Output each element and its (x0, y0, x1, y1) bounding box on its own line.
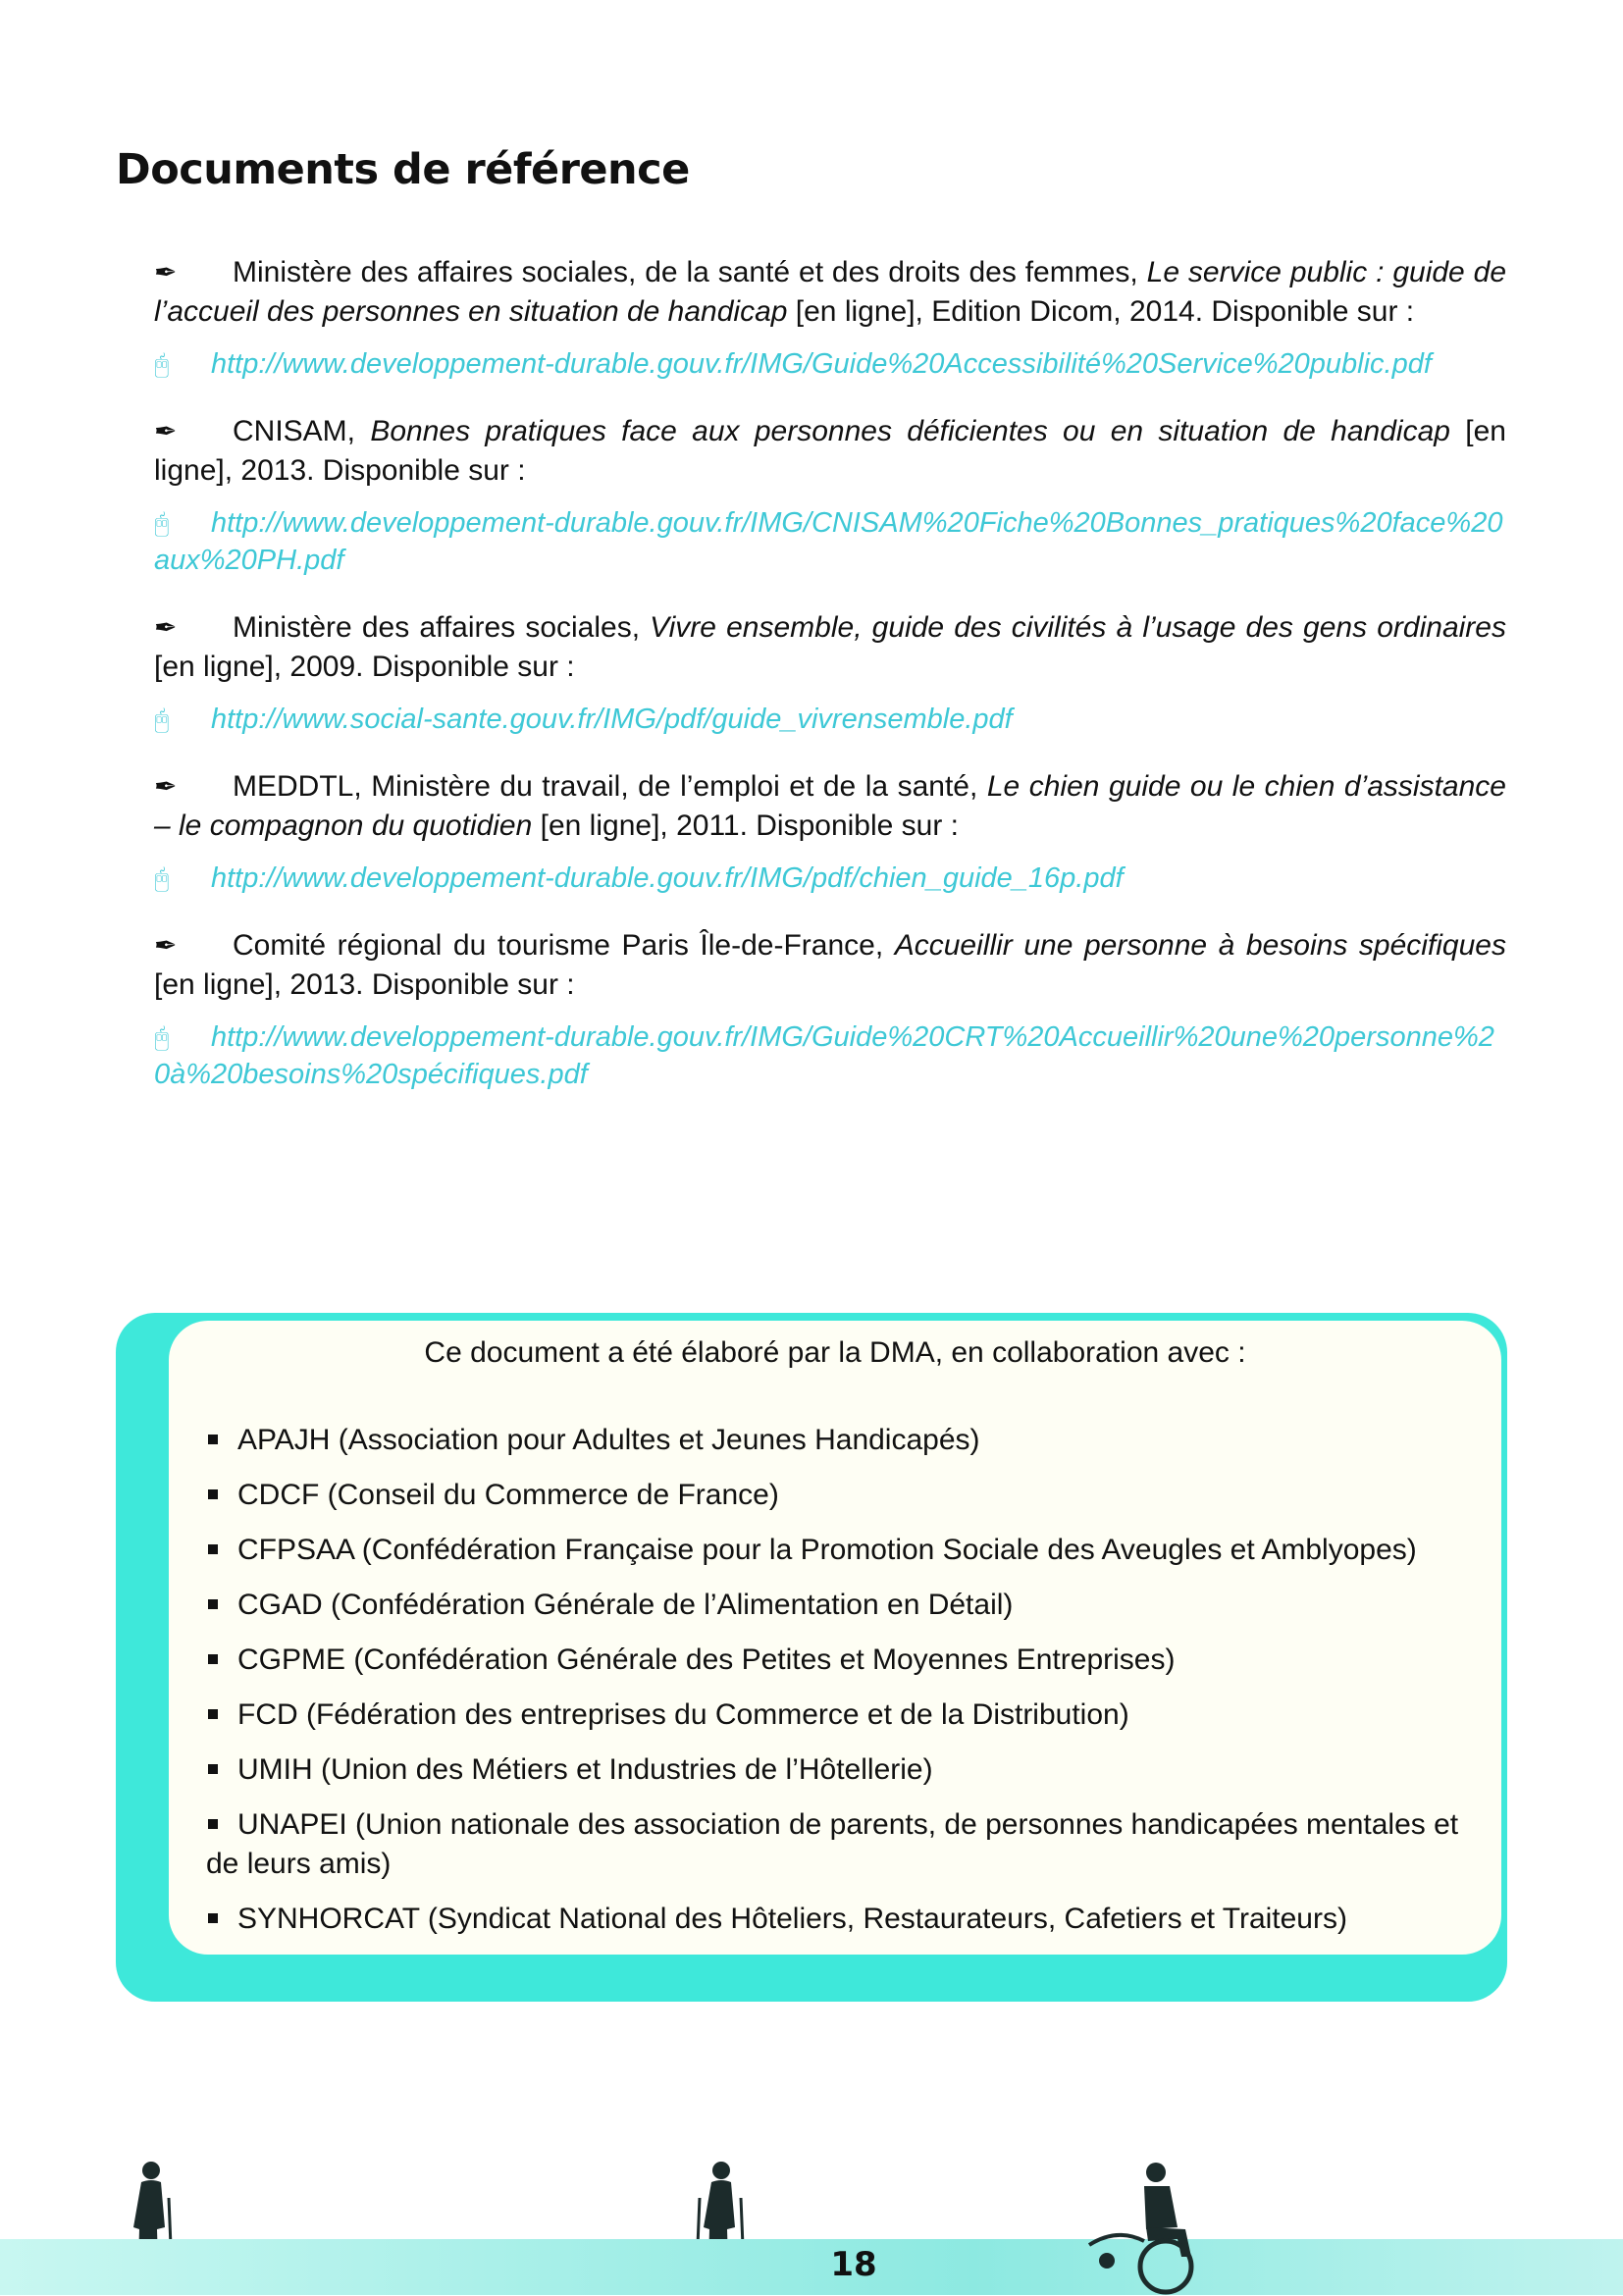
partner-item (206, 1641, 1482, 1680)
mouse-icon: 🖰 (154, 349, 170, 379)
reference-text: MEDDTL, Ministère du travail, de l’emploi et de la santé, (233, 770, 987, 803)
partner-item (206, 1421, 1482, 1460)
partner-item (206, 1531, 1482, 1570)
partner-item (206, 1750, 1482, 1790)
pen-nib-icon: ✒ (154, 416, 178, 446)
mouse-icon: 🖰 (154, 863, 170, 893)
reference-list (154, 253, 1506, 1122)
reference-citation (154, 608, 1506, 687)
pen-nib-icon: ✒ (154, 930, 178, 961)
mouse-icon: 🖰 (154, 704, 170, 734)
reference-item (154, 412, 1506, 579)
reference-citation (154, 767, 1506, 846)
pen-nib-icon: ✒ (154, 257, 178, 287)
reference-link[interactable] (154, 504, 1506, 579)
reference-title: Vivre ensemble, guide des civilités à l’usage des gens ordinaires (650, 611, 1506, 644)
page-number: 18 (830, 2245, 877, 2284)
reference-title: Le service public : guide de l’accueil des personnes en situation de handicap (154, 256, 1507, 328)
pen-nib-icon: ✒ (154, 612, 178, 643)
reference-citation (154, 412, 1506, 491)
reference-text: Ministère des affaires sociales, (233, 611, 651, 644)
reference-text: [en ligne], Edition Dicom, 2014. Disponible sur : (787, 295, 1415, 328)
square-bullet-icon (208, 1764, 218, 1774)
partner-item (206, 1476, 1482, 1515)
square-bullet-icon (208, 1435, 218, 1444)
partner-name: UNAPEI (Union nationale des association de parents, de personnes handicapées mentales et de leurs amis) (206, 1808, 1459, 1880)
reference-link[interactable] (154, 1018, 1506, 1093)
collaboration-heading: Ce document a été élaboré par la DMA, en collaboration avec : (424, 1336, 1246, 1369)
mouse-icon: 🖰 (154, 1022, 170, 1052)
pen-nib-icon: ✒ (154, 771, 178, 802)
reference-url[interactable]: http://www.developpement-durable.gouv.fr/IMG/Guide%20CRT%20Accueillir%20une%20personne%20à%20besoins%20spécifiques.pdf (154, 1021, 1494, 1090)
partner-item (206, 1696, 1482, 1735)
reference-text: Ministère des affaires sociales, de la santé et des droits des femmes, (233, 256, 1147, 288)
reference-text: Comité régional du tourisme Paris Île-de-France, (233, 929, 895, 962)
reference-url[interactable]: http://www.developpement-durable.gouv.fr/IMG/Guide%20Accessibilité%20Service%20public.pdf (211, 348, 1432, 380)
partner-item (206, 1586, 1482, 1625)
reference-item (154, 608, 1506, 738)
wheelchair-user-figure (1087, 2159, 1225, 2295)
partner-name: SYNHORCAT (Syndicat National des Hôteliers, Restaurateurs, Cafetiers et Traiteurs) (237, 1903, 1347, 1935)
reference-text: [en ligne], 2011. Disponible sur : (532, 809, 960, 842)
partner-list (206, 1421, 1482, 1955)
reference-url[interactable]: http://www.developpement-durable.gouv.fr/IMG/pdf/chien_guide_16p.pdf (211, 862, 1124, 894)
reference-title: Bonnes pratiques face aux personnes déficientes ou en situation de handicap (370, 415, 1450, 447)
page-title: Documents de référence (116, 145, 690, 194)
reference-text: [en ligne], 2013. Disponible sur : (154, 968, 575, 1001)
reference-title: Accueillir une personne à besoins spécifiques (894, 929, 1506, 962)
reference-url[interactable]: http://www.social-sante.gouv.fr/IMG/pdf/guide_vivrensemble.pdf (211, 704, 1013, 735)
square-bullet-icon (208, 1654, 218, 1664)
reference-item (154, 253, 1506, 383)
square-bullet-icon (208, 1599, 218, 1609)
reference-url[interactable]: http://www.developpement-durable.gouv.fr/IMG/CNISAM%20Fiche%20Bonnes_pratiques%20face%20aux%20PH.pdf (154, 507, 1503, 576)
reference-title: Le chien guide ou le chien d’assistance – le compagnon du quotidien (154, 770, 1506, 842)
mouse-icon: 🖰 (154, 508, 170, 538)
partner-name: CGAD (Confédération Générale de l’Alimentation en Détail) (237, 1589, 1014, 1621)
reference-text: [en ligne], 2009. Disponible sur : (154, 651, 575, 683)
partner-name: APAJH (Association pour Adultes et Jeunes Handicapés) (237, 1424, 980, 1456)
reference-link[interactable] (154, 701, 1506, 738)
square-bullet-icon (208, 1709, 218, 1719)
partner-name: UMIH (Union des Métiers et Industries de l’Hôtellerie) (237, 1753, 933, 1786)
reference-citation (154, 926, 1506, 1005)
partner-name: CGPME (Confédération Générale des Petites et Moyennes Entreprises) (237, 1644, 1176, 1676)
reference-text: CNISAM, (233, 415, 371, 447)
square-bullet-icon (208, 1544, 218, 1554)
reference-text: [en ligne], 2013. Disponible sur : (154, 415, 1506, 487)
reference-item (154, 926, 1506, 1093)
reference-item (154, 767, 1506, 897)
partner-name: CDCF (Conseil du Commerce de France) (237, 1479, 779, 1511)
square-bullet-icon (208, 1489, 218, 1499)
reference-link[interactable] (154, 860, 1506, 897)
square-bullet-icon (208, 1913, 218, 1923)
square-bullet-icon (208, 1819, 218, 1829)
partner-name: FCD (Fédération des entreprises du Commerce et de la Distribution) (237, 1698, 1129, 1731)
reference-link[interactable] (154, 345, 1506, 383)
partner-item (206, 1900, 1482, 1939)
partner-item (206, 1805, 1482, 1884)
reference-citation (154, 253, 1506, 332)
partner-name: CFPSAA (Confédération Française pour la Promotion Sociale des Aveugles et Amblyopes) (237, 1534, 1417, 1566)
